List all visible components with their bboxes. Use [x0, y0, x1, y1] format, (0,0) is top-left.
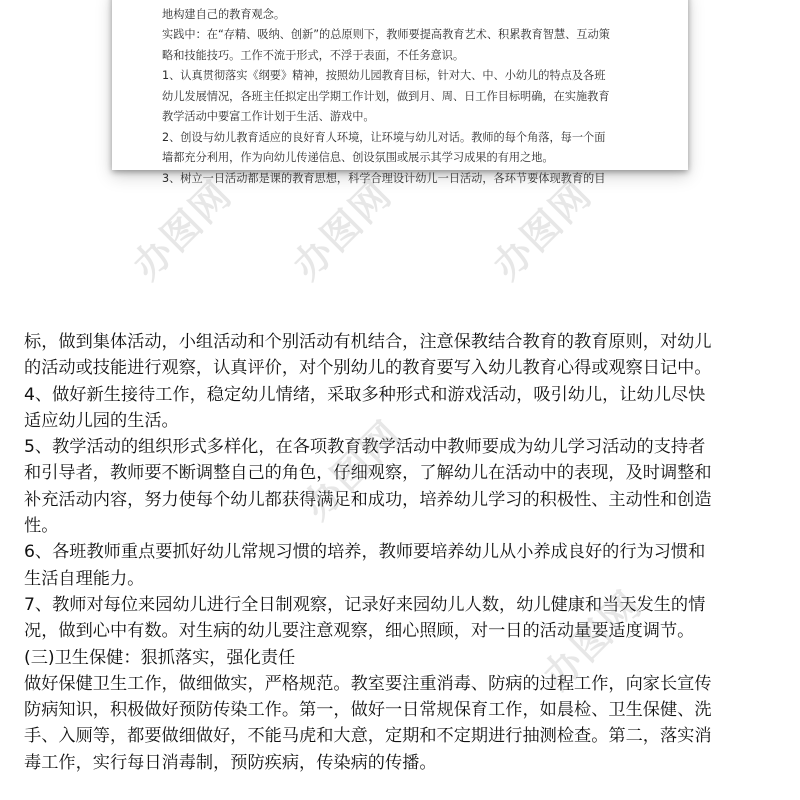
preview-line: 1、认真贯彻落实《纲要》精神，按照幼儿园教育目标，针对大、中、小幼儿的特点及各班	[162, 69, 606, 82]
body-line: 4、做好新生接待工作，稳定幼儿情绪，采取多种形式和游戏活动，吸引幼儿，让幼儿尽快	[24, 384, 706, 405]
preview-line: 幼儿发展情况，各班主任拟定出学期工作计划，做到月、周、日工作目标明确，在实施教育	[162, 89, 610, 103]
preview-line: 2、创设与幼儿教育适应的良好育人环境，让环境与幼儿对话。教师的每个角落，每一个面	[162, 130, 606, 144]
watermark: 办图网	[124, 171, 241, 288]
body-line: 和引导者，教师要不断调整自己的角色，仔细观察，了解幼儿在活动中的表现，及时调整和	[24, 463, 712, 484]
preview-line	[162, 0, 654, 5]
section-heading: (三)卫生保健：狠抓落实，强化责任	[24, 647, 296, 668]
body-line: 毒工作，实行每日消毒制，预防疾病，传染病的传播。	[24, 752, 437, 773]
body-line: 性。	[24, 516, 59, 537]
preview-line: 3、树立一日活动都是课的教育思想，科学合理设计幼儿一日活动，各环节要体现教育的目	[162, 171, 606, 185]
preview-area	[0, 0, 800, 320]
body-line: 7、教师对每位来园幼儿进行全日制观察，记录好来园幼儿人数，幼儿健康和当天发生的情	[24, 594, 706, 615]
document-body	[24, 329, 784, 776]
document-preview-text	[162, 0, 654, 189]
body-line: 5、教学活动的组织形式多样化，在各项教育教学活动中教师要成为幼儿学习活动的支持者	[24, 437, 706, 458]
body-line: 况，做到心中有数。对生病的幼儿要注意观察，细心照顾，对一日的活动量要适度调节。	[24, 621, 695, 642]
body-line: 防病知识，积极做好预防传染工作。第一，做好一日常规保育工作，如晨检、卫生保健、洗	[24, 700, 712, 721]
body-line: 标，做到集体活动，小组活动和个别活动有机结合，注意保教结合教育的教育原则，对幼儿	[24, 332, 712, 352]
preview-line: 实践中：在“存精、吸纳、创新”的总原则下，教师要提高教育艺术、积累教育智慧、互动策	[162, 28, 610, 41]
watermark: 办图网	[484, 171, 601, 288]
watermark: 办图网	[534, 581, 651, 698]
preview-line: 墙都充分利用，作为向幼儿传递信息、创设氛围或展示其学习成果的有用之地。	[162, 151, 554, 164]
preview-line: 教学活动中要富工作计划于生活、游戏中。	[162, 110, 375, 123]
body-line: 适应幼儿园的生活。	[24, 410, 179, 431]
body-line: 6、各班教师重点要抓好幼儿常规习惯的培养，教师要培养幼儿从小养成良好的行为习惯和	[24, 542, 706, 563]
watermark: 办图网	[284, 171, 401, 288]
body-line: 做好保健卫生工作，做细做实，严格规范。教室要注重消毒、防病的过程工作，向家长宣传	[24, 673, 712, 694]
body-line: 的活动或技能进行观察，认真评价，对个别幼儿的教育要写入幼儿教育心得或观察日记中。	[24, 358, 712, 379]
body-line: 生活自理能力。	[24, 568, 145, 589]
body-line: 手、入厕等，都要做细做好，不能马虎和大意，定期和不定期进行抽测检查。第二，落实消	[24, 726, 712, 747]
document-preview-card	[112, 0, 688, 185]
preview-line: 略和技能技巧。工作不流于形式，不浮于表面，不任务意识。	[162, 48, 465, 62]
watermark: 办图网	[294, 411, 411, 528]
preview-line: 地构建自己的教育观念。	[162, 7, 286, 21]
body-line: 补充活动内容，努力使每个幼儿都获得满足和成功，培养幼儿学习的积极性、主动性和创造	[24, 489, 712, 510]
